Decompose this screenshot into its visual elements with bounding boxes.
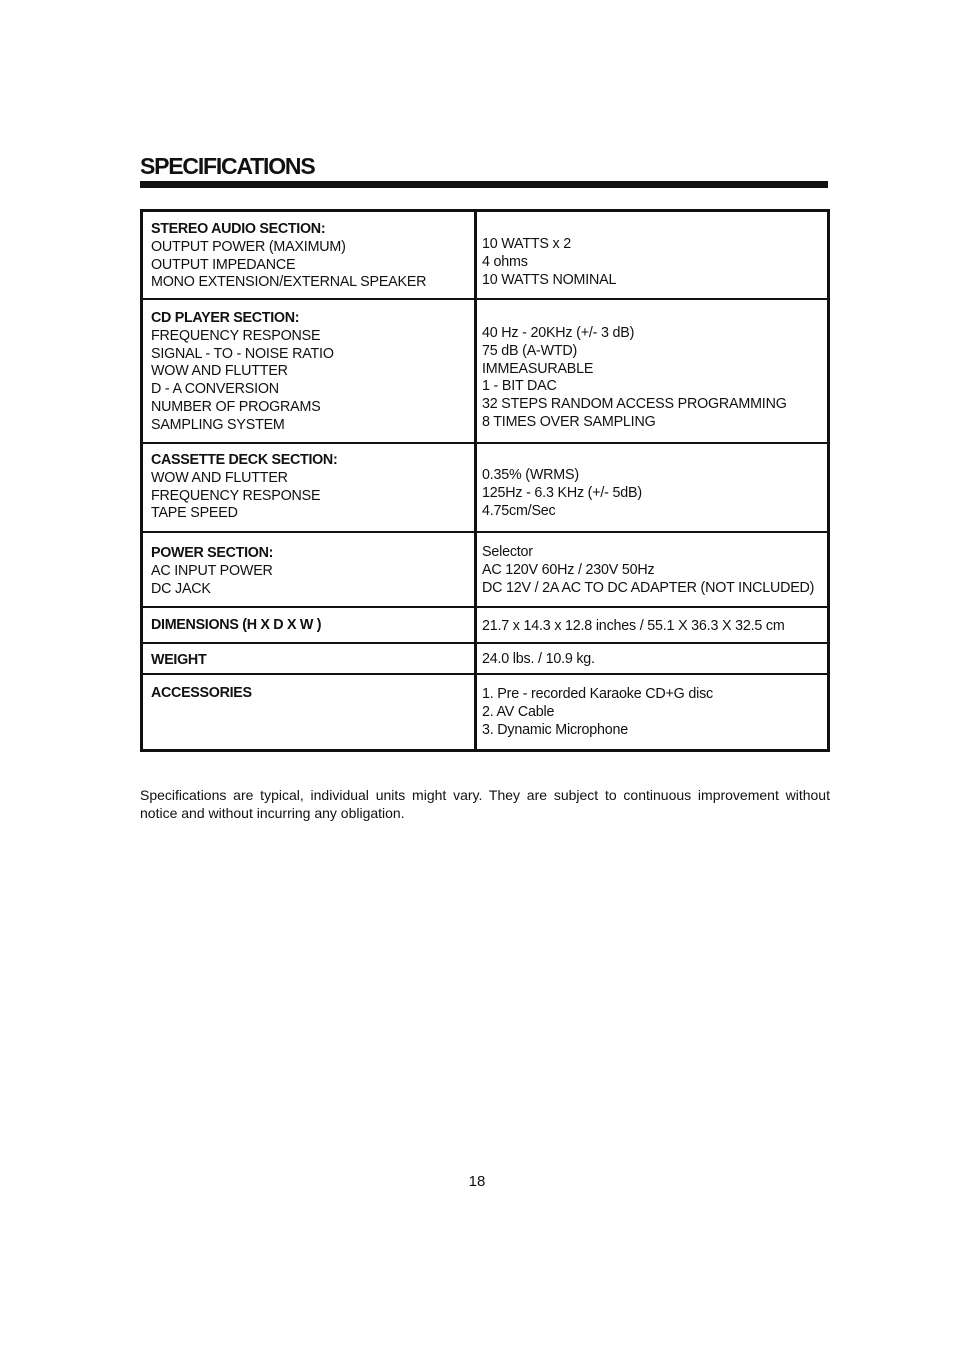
cd-player-values bbox=[482, 325, 787, 432]
cassette-deck-labels bbox=[151, 452, 337, 523]
spec-value: 0.35% (WRMS) bbox=[482, 467, 579, 483]
spec-label: TAPE SPEED bbox=[151, 505, 238, 522]
spec-value: 125Hz - 6.3 KHz (+/- 5dB) bbox=[482, 484, 642, 501]
spec-value: DC 12V / 2A AC TO DC ADAPTER (NOT INCLUDED) bbox=[482, 579, 815, 596]
section-header: DIMENSIONS (H X D X W ) bbox=[151, 617, 322, 633]
spec-value: IMMEASURABLE bbox=[482, 360, 594, 377]
spec-value: 75 dB (A-WTD) bbox=[482, 342, 578, 359]
spec-label: FREQUENCY RESPONSE bbox=[151, 487, 321, 504]
row-divider bbox=[143, 606, 827, 608]
spec-label: DC JACK bbox=[151, 580, 211, 597]
spec-label: WOW AND FLUTTER bbox=[151, 469, 288, 486]
spec-value: 1 - BIT DAC bbox=[482, 378, 557, 395]
row-divider bbox=[143, 642, 827, 644]
page-number: 18 bbox=[468, 1173, 486, 1190]
power-labels bbox=[151, 545, 273, 598]
spec-value: 10 WATTS x 2 bbox=[482, 236, 571, 252]
spec-value: 4 ohms bbox=[482, 253, 528, 270]
spec-value: 1. Pre - recorded Karaoke CD+G disc bbox=[482, 686, 713, 702]
spec-value: AC 120V 60Hz / 230V 50Hz bbox=[482, 561, 655, 578]
cd-player-labels bbox=[151, 310, 334, 435]
spec-value: 2. AV Cable bbox=[482, 703, 555, 720]
specifications-table bbox=[140, 209, 830, 752]
spec-label: AC INPUT POWER bbox=[151, 562, 273, 579]
accessories-labels bbox=[151, 685, 252, 703]
spec-value: Selector bbox=[482, 544, 533, 560]
section-header: WEIGHT bbox=[151, 652, 207, 668]
spec-label: WOW AND FLUTTER bbox=[151, 363, 288, 380]
power-values bbox=[482, 544, 814, 597]
stereo-audio-values bbox=[482, 236, 616, 289]
footnote: Specifications are typical, individual units might vary. They are subject to continuous improvement without notice and without incurring any obligation. bbox=[140, 787, 830, 821]
page-title: SPECIFICATIONS bbox=[140, 153, 315, 179]
spec-value: 4.75cm/Sec bbox=[482, 502, 556, 519]
spec-value: 8 TIMES OVER SAMPLING bbox=[482, 413, 656, 430]
row-divider bbox=[143, 298, 827, 300]
weight-labels bbox=[151, 652, 206, 670]
spec-value: 32 STEPS RANDOM ACCESS PROGRAMMING bbox=[482, 396, 787, 413]
cassette-deck-values bbox=[482, 467, 642, 520]
spec-label: D - A CONVERSION bbox=[151, 381, 279, 398]
spec-value: 40 Hz - 20KHz (+/- 3 dB) bbox=[482, 325, 635, 341]
row-divider bbox=[143, 673, 827, 675]
spec-label: MONO EXTENSION/EXTERNAL SPEAKER bbox=[151, 274, 427, 291]
spec-label: OUTPUT POWER (MAXIMUM) bbox=[151, 238, 346, 255]
section-header: POWER SECTION: bbox=[151, 545, 274, 561]
row-divider bbox=[143, 442, 827, 444]
spec-label: FREQUENCY RESPONSE bbox=[151, 327, 321, 344]
section-header: ACCESSORIES bbox=[151, 685, 252, 701]
section-header: CD PLAYER SECTION: bbox=[151, 310, 300, 326]
spec-value: 21.7 x 14.3 x 12.8 inches / 55.1 X 36.3 X 32.5 cm bbox=[482, 618, 785, 634]
spec-label: NUMBER OF PROGRAMS bbox=[151, 398, 321, 415]
spec-label: SAMPLING SYSTEM bbox=[151, 416, 285, 433]
spec-value: 3. Dynamic Microphone bbox=[482, 721, 628, 738]
dimensions-values bbox=[482, 618, 785, 636]
weight-values bbox=[482, 651, 595, 669]
row-divider bbox=[143, 531, 827, 533]
spec-label: SIGNAL - TO - NOISE RATIO bbox=[151, 345, 334, 362]
spec-value: 24.0 lbs. / 10.9 kg. bbox=[482, 651, 595, 667]
spec-value: 10 WATTS NOMINAL bbox=[482, 271, 617, 288]
column-divider bbox=[474, 212, 477, 749]
spec-label: OUTPUT IMPEDANCE bbox=[151, 256, 296, 273]
section-header: STEREO AUDIO SECTION: bbox=[151, 221, 326, 237]
stereo-audio-labels bbox=[151, 221, 426, 292]
dimensions-labels bbox=[151, 617, 321, 635]
section-header: CASSETTE DECK SECTION: bbox=[151, 452, 338, 468]
title-rule bbox=[140, 181, 828, 188]
accessories-values bbox=[482, 686, 713, 739]
